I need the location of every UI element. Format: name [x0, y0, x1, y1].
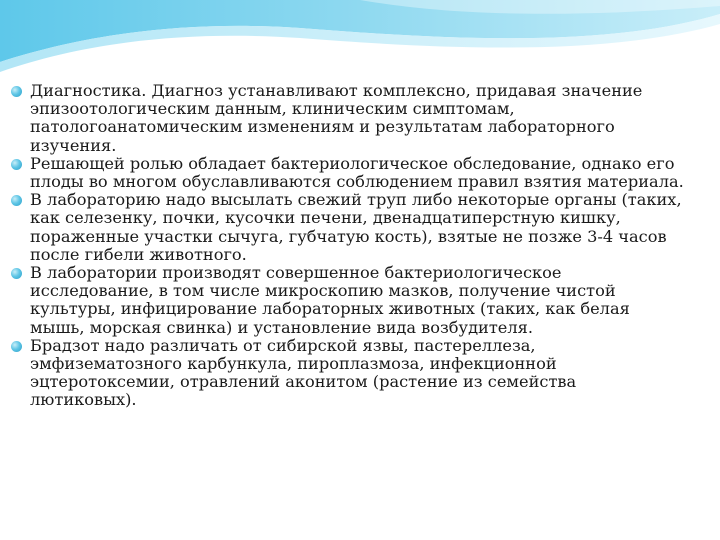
- bullet-text: Решающей ролью обладает бактериологическое обследование, однако его плоды во многом обуславливаются соблюдением правил взятия материала.: [30, 153, 684, 192]
- bullet-text: В лаборатории производят совершенное бактериологическое исследование, в том числе микроскопию мазков, получение чистой культуры, инфицирование лабораторных животных (таких, как белая мышь, морская свинка) и установление вида возбудителя.: [30, 263, 630, 337]
- bullet-icon: [11, 86, 22, 97]
- bullet-list: [0, 82, 720, 410]
- bullet-item: [0, 82, 720, 155]
- bullet-item: [0, 191, 720, 264]
- bullet-text: Брадзот надо различать от сибирской язвы, пастереллеза, эмфизематозного карбункула, пироплазмоза, инфекционной эцтеротоксемии, отравлений аконитом (растение из семейства лютиковых).: [30, 335, 577, 410]
- bullet-item: [0, 264, 720, 337]
- bullet-icon: [11, 341, 22, 352]
- bullet-icon: [11, 268, 22, 279]
- bullet-item: [0, 155, 720, 191]
- bullet-text: В лабораторию надо высылать свежий труп либо некоторые органы (таких, как селезенку, почки, кусочки печени, двенадцатиперстную кишку, пораженные участки сычуга, губчатую кость), взятые не позже 3-4 часов после гибели животного.: [30, 190, 682, 264]
- bullet-text: Диагностика. Диагноз устанавливают комплексно, придавая значение эпизоотологическим данным, клиническим симптомам, патологоанатомическим изменениям и результатам лабораторного изучения.: [30, 81, 643, 155]
- header-wave-decoration: [0, 0, 720, 80]
- bullet-icon: [11, 195, 22, 206]
- bullet-item: [0, 337, 720, 410]
- bullet-icon: [11, 159, 22, 170]
